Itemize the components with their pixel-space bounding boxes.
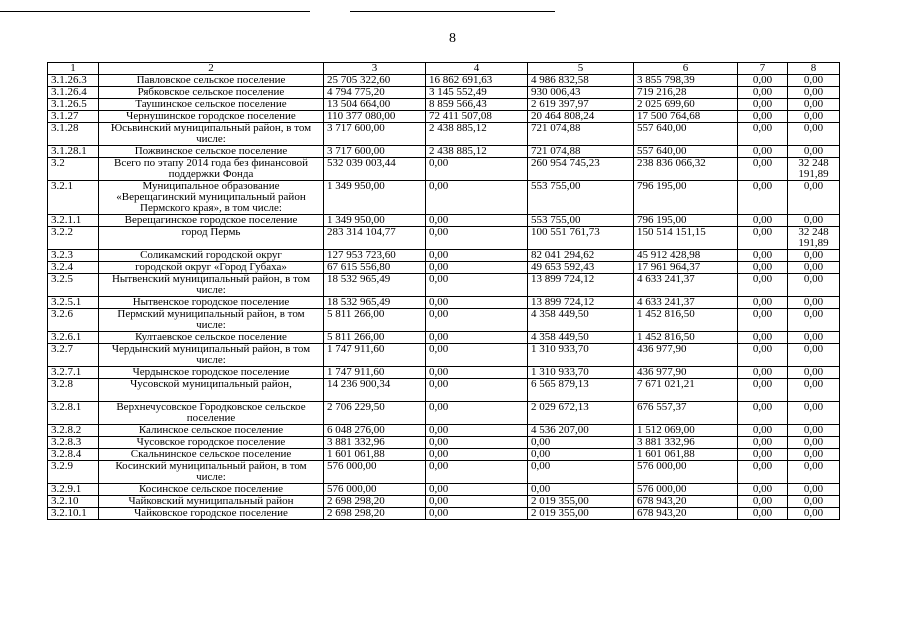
col4-value: 0,00 [426,379,528,402]
row-name: Чайковский муниципальный район [99,496,324,508]
col5-value: 2 029 672,13 [528,402,634,425]
row-name: Култаевское сельское поселение [99,332,324,344]
table-row [48,297,840,309]
col7-value: 0,00 [738,425,788,437]
col3-value: 532 039 003,44 [324,158,426,181]
col4-value: 2 438 885,12 [426,123,528,146]
col8-value: 0,00 [788,309,840,332]
col3-value: 5 811 266,00 [324,332,426,344]
row-code: 3.2.6.1 [48,332,99,344]
row-code: 3.1.28.1 [48,146,99,158]
table-row [48,227,840,250]
col3-value: 18 532 965,49 [324,274,426,297]
col4-value: 0,00 [426,309,528,332]
col7-value: 0,00 [738,484,788,496]
page-number: 8 [449,31,456,46]
col7-value: 0,00 [738,309,788,332]
col3-value: 2 698 298,20 [324,496,426,508]
col7-value: 0,00 [738,402,788,425]
column-header: 6 [634,63,738,75]
row-code: 3.2.8.2 [48,425,99,437]
table-row [48,449,840,461]
col4-value: 0,00 [426,332,528,344]
col3-value: 283 314 104,77 [324,227,426,250]
col3-value: 6 048 276,00 [324,425,426,437]
col3-value: 1 747 911,60 [324,367,426,379]
col3-value: 25 705 322,60 [324,75,426,87]
col6-value: 557 640,00 [634,146,738,158]
col4-value: 2 438 885,12 [426,146,528,158]
col6-value: 150 514 151,15 [634,227,738,250]
col7-value: 0,00 [738,146,788,158]
table-row [48,123,840,146]
col3-value: 3 717 600,00 [324,123,426,146]
table-row [48,274,840,297]
col7-value: 0,00 [738,496,788,508]
col5-value: 721 074,88 [528,146,634,158]
col7-value: 0,00 [738,87,788,99]
col8-value: 0,00 [788,87,840,99]
col6-value: 1 512 069,00 [634,425,738,437]
table-row [48,508,840,520]
row-code: 3.2.7.1 [48,367,99,379]
col8-value: 0,00 [788,367,840,379]
col8-value: 32 248 191,89 [788,227,840,250]
column-header: 5 [528,63,634,75]
col6-value: 576 000,00 [634,484,738,496]
col6-value: 1 452 816,50 [634,332,738,344]
col7-value: 0,00 [738,111,788,123]
col5-value: 4 536 207,00 [528,425,634,437]
col5-value: 49 653 592,43 [528,262,634,274]
col5-value: 100 551 761,73 [528,227,634,250]
row-code: 3.2.9.1 [48,484,99,496]
col4-value: 0,00 [426,215,528,227]
col8-value: 0,00 [788,181,840,215]
row-code: 3.2.10.1 [48,508,99,520]
row-name: Косинское сельское поселение [99,484,324,496]
col6-value: 45 912 428,98 [634,250,738,262]
row-code: 3.2.6 [48,309,99,332]
row-name: городской округ «Город Губаха» [99,262,324,274]
col4-value: 0,00 [426,425,528,437]
col4-value: 0,00 [426,158,528,181]
col8-value: 0,00 [788,508,840,520]
col7-value: 0,00 [738,449,788,461]
col7-value: 0,00 [738,332,788,344]
col4-value: 0,00 [426,250,528,262]
row-code: 3.2.8.1 [48,402,99,425]
row-name: Чайковское городское поселение [99,508,324,520]
col5-value: 0,00 [528,484,634,496]
col5-value: 0,00 [528,461,634,484]
column-header: 7 [738,63,788,75]
row-name: Косинский муниципальный район, в том числе: [99,461,324,484]
col7-value: 0,00 [738,250,788,262]
col7-value: 0,00 [738,437,788,449]
col7-value: 0,00 [738,508,788,520]
col7-value: 0,00 [738,379,788,402]
col3-value: 127 953 723,60 [324,250,426,262]
col6-value: 3 881 332,96 [634,437,738,449]
row-code: 3.1.26.3 [48,75,99,87]
col4-value: 8 859 566,43 [426,99,528,111]
col5-value: 1 310 933,70 [528,344,634,367]
col5-value: 553 755,00 [528,215,634,227]
row-name: Чусовской муниципальный район, [99,379,324,402]
data-table [47,62,840,520]
col5-value: 4 986 832,58 [528,75,634,87]
row-code: 3.1.26.5 [48,99,99,111]
col4-value: 0,00 [426,449,528,461]
col8-value: 0,00 [788,123,840,146]
col3-value: 5 811 266,00 [324,309,426,332]
col5-value: 2 019 355,00 [528,508,634,520]
table-row [48,496,840,508]
col4-value: 0,00 [426,402,528,425]
row-code: 3.2.3 [48,250,99,262]
col4-value: 0,00 [426,437,528,449]
col4-value: 0,00 [426,262,528,274]
col8-value: 0,00 [788,99,840,111]
col5-value: 2 619 397,97 [528,99,634,111]
col8-value: 0,00 [788,449,840,461]
col6-value: 17 961 964,37 [634,262,738,274]
row-code: 3.1.27 [48,111,99,123]
col3-value: 3 717 600,00 [324,146,426,158]
col3-value: 1 349 950,00 [324,215,426,227]
col3-value: 1 349 950,00 [324,181,426,215]
table-row [48,146,840,158]
table-row [48,250,840,262]
col7-value: 0,00 [738,262,788,274]
col6-value: 4 633 241,37 [634,274,738,297]
row-name: Всего по этапу 2014 года без финансовой поддержки Фонда [99,158,324,181]
col4-value: 0,00 [426,508,528,520]
row-code: 3.2.5.1 [48,297,99,309]
col5-value: 0,00 [528,437,634,449]
table-row [48,181,840,215]
col6-value: 1 452 816,50 [634,309,738,332]
row-name: Юсьвинский муниципальный район, в том числе: [99,123,324,146]
row-name: Чердынское городское поселение [99,367,324,379]
table-row [48,332,840,344]
col7-value: 0,00 [738,123,788,146]
row-code: 3.2.10 [48,496,99,508]
col5-value: 82 041 294,62 [528,250,634,262]
row-code: 3.2.2 [48,227,99,250]
col5-value: 1 310 933,70 [528,367,634,379]
col4-value: 0,00 [426,367,528,379]
row-code: 3.2.4 [48,262,99,274]
col8-value: 0,00 [788,402,840,425]
col6-value: 678 943,20 [634,496,738,508]
row-name: Чердынский муниципальный район, в том числе: [99,344,324,367]
col6-value: 436 977,90 [634,344,738,367]
table-row [48,484,840,496]
col5-value: 6 565 879,13 [528,379,634,402]
col7-value: 0,00 [738,344,788,367]
col8-value: 0,00 [788,274,840,297]
col5-value: 930 006,43 [528,87,634,99]
row-name: Чернушинское городское поселение [99,111,324,123]
col4-value: 0,00 [426,496,528,508]
row-name: Соликамский городской округ [99,250,324,262]
row-code: 3.2.8 [48,379,99,402]
col6-value: 557 640,00 [634,123,738,146]
col6-value: 678 943,20 [634,508,738,520]
col5-value: 260 954 745,23 [528,158,634,181]
row-code: 3.2 [48,158,99,181]
table-row [48,437,840,449]
col6-value: 3 855 798,39 [634,75,738,87]
col6-value: 436 977,90 [634,367,738,379]
table-row [48,75,840,87]
col8-value: 0,00 [788,484,840,496]
col6-value: 796 195,00 [634,215,738,227]
col8-value: 0,00 [788,146,840,158]
row-code: 3.2.1.1 [48,215,99,227]
col4-value: 0,00 [426,181,528,215]
col4-value: 3 145 552,49 [426,87,528,99]
table-row [48,425,840,437]
col5-value: 4 358 449,50 [528,332,634,344]
table-row [48,262,840,274]
col8-value: 0,00 [788,437,840,449]
col8-value: 0,00 [788,250,840,262]
col3-value: 1 747 911,60 [324,344,426,367]
col6-value: 17 500 764,68 [634,111,738,123]
col4-value: 16 862 691,63 [426,75,528,87]
header-row [48,63,840,75]
column-header: 8 [788,63,840,75]
row-name: Муниципальное образование «Верещагинский муниципальный район Пермского края», в том числе: [99,181,324,215]
row-name: Пожвинское сельское поселение [99,146,324,158]
col3-value: 110 377 080,00 [324,111,426,123]
row-name: Чусовское городское поселение [99,437,324,449]
row-name: Таушинское сельское поселение [99,99,324,111]
col7-value: 0,00 [738,461,788,484]
col8-value: 0,00 [788,111,840,123]
row-name: город Пермь [99,227,324,250]
col7-value: 0,00 [738,227,788,250]
row-name: Скальнинское сельское поселение [99,449,324,461]
col3-value: 2 706 229,50 [324,402,426,425]
col6-value: 238 836 066,32 [634,158,738,181]
col6-value: 2 025 699,60 [634,99,738,111]
col3-value: 18 532 965,49 [324,297,426,309]
col3-value: 2 698 298,20 [324,508,426,520]
col8-value: 0,00 [788,75,840,87]
row-name: Рябковское сельское поселение [99,87,324,99]
col8-value: 0,00 [788,379,840,402]
col6-value: 796 195,00 [634,181,738,215]
col3-value: 67 615 556,80 [324,262,426,274]
col6-value: 719 216,28 [634,87,738,99]
col6-value: 576 000,00 [634,461,738,484]
column-header: 4 [426,63,528,75]
table-row [48,309,840,332]
row-code: 3.2.1 [48,181,99,215]
table-row [48,99,840,111]
table-row [48,158,840,181]
col3-value: 3 881 332,96 [324,437,426,449]
col4-value: 0,00 [426,274,528,297]
col5-value: 553 755,00 [528,181,634,215]
column-header: 3 [324,63,426,75]
col6-value: 7 671 021,21 [634,379,738,402]
row-code: 3.2.7 [48,344,99,367]
row-name: Павловское сельское поселение [99,75,324,87]
col6-value: 1 601 061,88 [634,449,738,461]
table-row [48,367,840,379]
column-header: 1 [48,63,99,75]
table-row [48,402,840,425]
col5-value: 13 899 724,12 [528,297,634,309]
col5-value: 2 019 355,00 [528,496,634,508]
row-code: 3.2.8.4 [48,449,99,461]
col6-value: 4 633 241,37 [634,297,738,309]
col8-value: 0,00 [788,425,840,437]
col8-value: 32 248 191,89 [788,158,840,181]
table-row [48,379,840,402]
col3-value: 1 601 061,88 [324,449,426,461]
row-name: Нытвенский муниципальный район, в том числе: [99,274,324,297]
col7-value: 0,00 [738,215,788,227]
col8-value: 0,00 [788,262,840,274]
col5-value: 20 464 808,24 [528,111,634,123]
col5-value: 13 899 724,12 [528,274,634,297]
col3-value: 13 504 664,00 [324,99,426,111]
table-row [48,87,840,99]
top-rule-left [0,11,310,12]
col8-value: 0,00 [788,461,840,484]
row-code: 3.1.28 [48,123,99,146]
col8-value: 0,00 [788,332,840,344]
table-row [48,344,840,367]
col4-value: 72 411 507,08 [426,111,528,123]
col4-value: 0,00 [426,461,528,484]
col7-value: 0,00 [738,367,788,379]
col8-value: 0,00 [788,215,840,227]
col7-value: 0,00 [738,274,788,297]
col8-value: 0,00 [788,297,840,309]
col3-value: 576 000,00 [324,461,426,484]
col8-value: 0,00 [788,496,840,508]
col7-value: 0,00 [738,158,788,181]
row-code: 3.1.26.4 [48,87,99,99]
table-row [48,111,840,123]
row-name: Верещагинское городское поселение [99,215,324,227]
row-name: Верхнечусовское Городковское сельское поселение [99,402,324,425]
col6-value: 676 557,37 [634,402,738,425]
top-rule-right [350,11,555,12]
col7-value: 0,00 [738,75,788,87]
table-row [48,215,840,227]
col3-value: 4 794 775,20 [324,87,426,99]
col8-value: 0,00 [788,344,840,367]
table-row [48,461,840,484]
row-name: Пермский муниципальный район, в том числе: [99,309,324,332]
row-code: 3.2.8.3 [48,437,99,449]
row-code: 3.2.5 [48,274,99,297]
col3-value: 576 000,00 [324,484,426,496]
col4-value: 0,00 [426,297,528,309]
col5-value: 4 358 449,50 [528,309,634,332]
column-header: 2 [99,63,324,75]
row-name: Нытвенское городское поселение [99,297,324,309]
col5-value: 721 074,88 [528,123,634,146]
col4-value: 0,00 [426,484,528,496]
row-name: Калинское сельское поселение [99,425,324,437]
row-code: 3.2.9 [48,461,99,484]
col3-value: 14 236 900,34 [324,379,426,402]
col4-value: 0,00 [426,227,528,250]
col4-value: 0,00 [426,344,528,367]
col7-value: 0,00 [738,99,788,111]
col7-value: 0,00 [738,297,788,309]
col7-value: 0,00 [738,181,788,215]
col5-value: 0,00 [528,449,634,461]
